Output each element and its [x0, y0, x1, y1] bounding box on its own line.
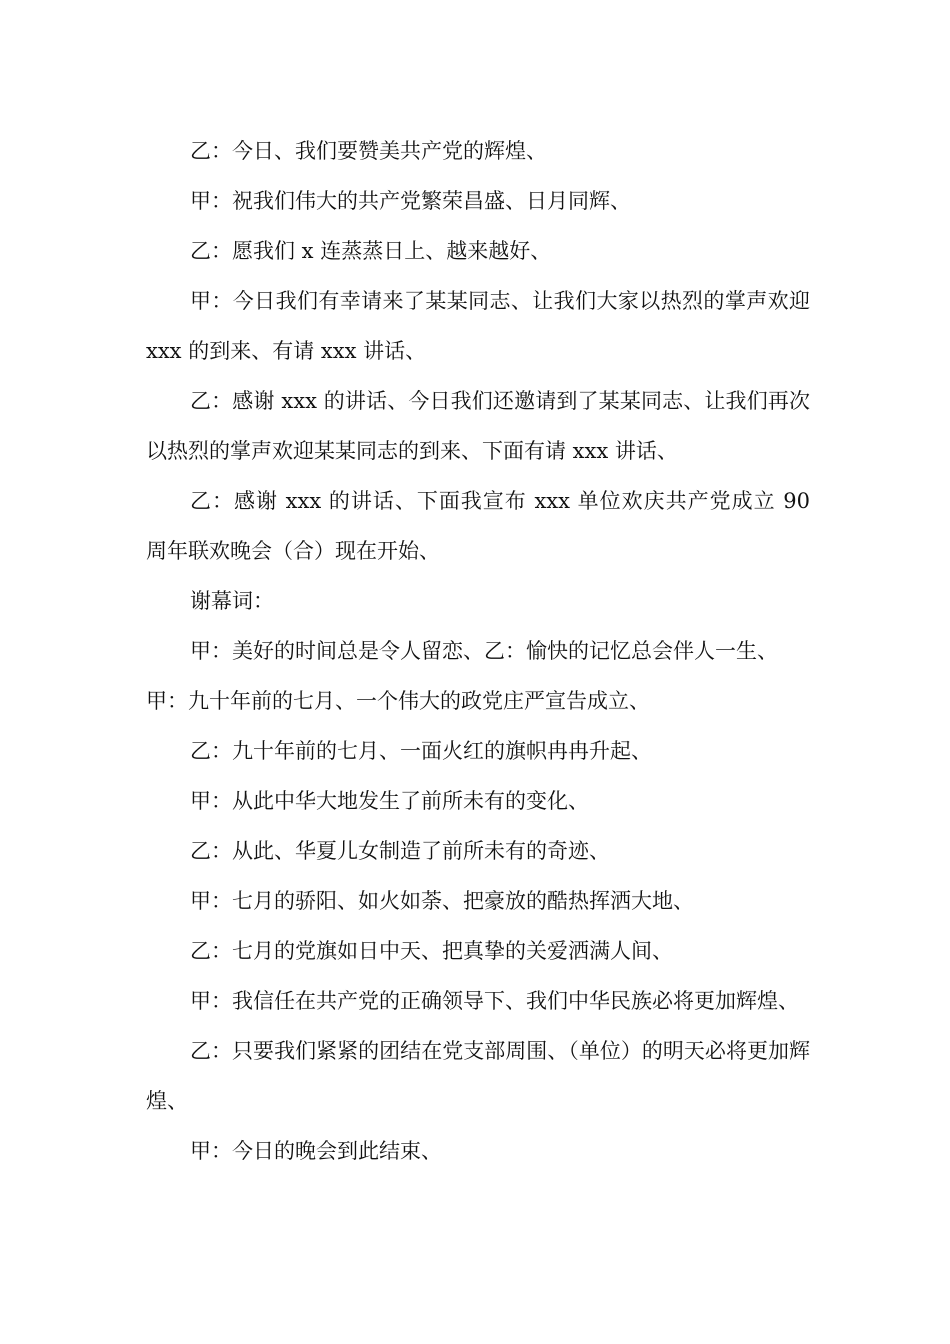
- paragraph-16: 乙：只要我们紧紧的团结在党支部周围、（单位）的明天必将更加辉煌、: [146, 1039, 810, 1113]
- paragraph-6: 乙：感谢 xxx 的讲话、下面我宣布 xxx 单位欢庆共产党成立 90 周年联欢晚会（合）现在开始、: [146, 489, 810, 563]
- section-heading-closing: 谢幕词：: [190, 589, 274, 613]
- paragraph-3: 乙：愿我们 x 连蒸蒸日上、越来越好、: [190, 239, 552, 263]
- paragraph-10: 乙：九十年前的七月、一面火红的旗帜冉冉升起、: [190, 739, 652, 763]
- paragraph-11: 甲：从此中华大地发生了前所未有的变化、: [190, 789, 589, 813]
- paragraph-15: 甲：我信任在共产党的正确领导下、我们中华民族必将更加辉煌、: [190, 989, 799, 1013]
- paragraph-14: 乙：七月的党旗如日中天、把真挚的关爱洒满人间、: [190, 939, 673, 963]
- paragraph-1: 乙：今日、我们要赞美共产党的辉煌、: [190, 139, 547, 163]
- paragraph-8: 甲：美好的时间总是令人留恋、乙：愉快的记忆总会伴人一生、: [190, 639, 778, 663]
- document-body: [146, 126, 810, 1176]
- paragraph-12: 乙：从此、华夏儿女制造了前所未有的奇迹、: [190, 839, 610, 863]
- paragraph-5: 乙：感谢 xxx 的讲话、今日我们还邀请到了某某同志、让我们再次以热烈的掌声欢迎某某同志的到来、下面有请 xxx 讲话、: [146, 389, 810, 463]
- paragraph-9: 甲：九十年前的七月、一个伟大的政党庄严宣告成立、: [146, 689, 650, 713]
- paragraph-13: 甲：七月的骄阳、如火如荼、把豪放的酷热挥洒大地、: [190, 889, 694, 913]
- paragraph-17: 甲：今日的晚会到此结束、: [190, 1139, 442, 1163]
- paragraph-2: 甲：祝我们伟大的共产党繁荣昌盛、日月同辉、: [190, 189, 631, 213]
- paragraph-4: 甲：今日我们有幸请来了某某同志、让我们大家以热烈的掌声欢迎 xxx 的到来、有请 xxx 讲话、: [146, 289, 810, 363]
